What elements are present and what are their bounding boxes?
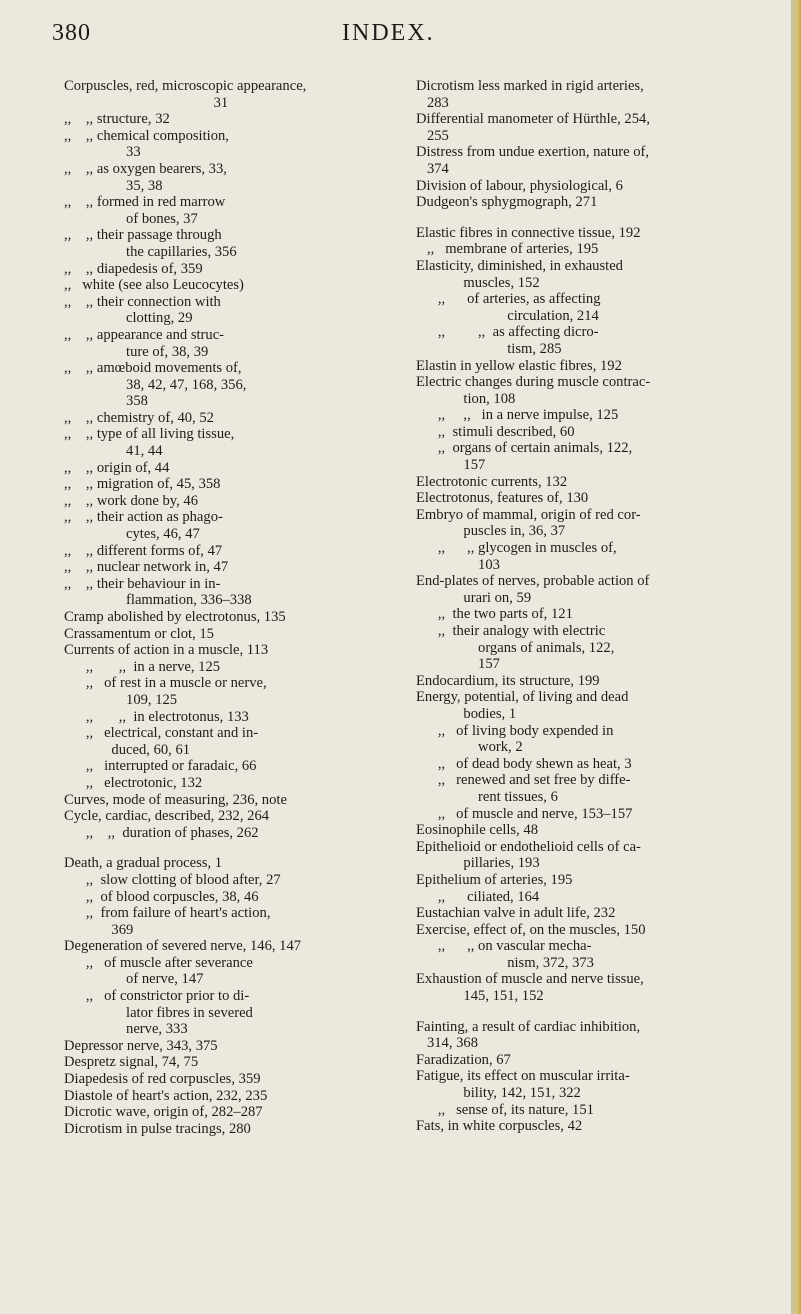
index-entry-continuation: clotting, 29 [64,310,193,327]
index-entry-line: Embryo of mammal, origin of red cor- [416,506,641,523]
index-entry [416,756,784,773]
index-entry [64,360,396,410]
index-entry-line: ,, ,, their connection with [64,293,221,310]
page-edge [791,0,801,1314]
index-entry [416,324,784,357]
index-entry-continuation: duced, 60, 61 [64,741,191,758]
index-entry-line: ,, white (see also Leucocytes) [64,277,244,294]
index-entry-continuation: work, 2 [416,739,523,756]
index-entry [416,905,784,922]
index-entry-line: ,, their analogy with electric [416,623,606,639]
index-entry [416,225,784,242]
index-entry [416,1102,784,1119]
index-entry-continuation: tion, 108 [416,390,516,407]
index-entry [416,772,784,805]
index-entry-line: ,, ,, migration of, 45, 358 [64,476,221,493]
index-entry-line: ,, ,, appearance and struc- [64,326,225,343]
index-entry-line: Exercise, effect of, on the muscles, 150 [416,921,646,938]
index-entry [64,1104,396,1121]
index-entry-continuation: 283 [416,94,449,111]
index-entry-continuation: lator fibres in severed [64,1004,253,1021]
index-entry-continuation: 374 [416,160,449,177]
index-entry-continuation: of nerve, 147 [64,971,204,988]
index-entry-line: ,, ,, different forms of, 47 [64,542,223,559]
index-entry-line: Eosinophile cells, 48 [416,822,539,839]
index-entry-line: ,, ,, diapedesis of, 359 [64,260,203,277]
index-entry-line: ,, ,, glycogen in muscles of, [416,540,617,557]
index-entry [416,490,784,507]
index-entry-line: Fats, in white corpuscles, 42 [416,1118,583,1135]
index-entry [416,258,784,291]
index-entry [416,144,784,177]
index-entry [416,889,784,906]
index-entry [416,474,784,491]
index-entry [64,1071,396,1088]
index-entry-continuation: bility, 142, 151, 322 [416,1085,581,1102]
index-entry-line: Corpuscles, red, microscopic appearance, [64,78,307,94]
index-entry [64,872,396,889]
index-entry-line: Epithelioid or endothelioid cells of ca- [416,838,641,855]
index-entry-line: ,, electrotonic, 132 [64,774,203,791]
index-entry-continuation: 369 [64,921,134,938]
index-entry [416,1019,784,1052]
index-entry-line: Elastin in yellow elastic fibres, 192 [416,357,622,374]
index-entry-continuation: rent tissues, 6 [416,788,558,805]
page-number: 380 [52,20,91,46]
index-entry-continuation: puscles in, 36, 37 [416,523,566,540]
index-entry [416,540,784,573]
index-entry-line: Cycle, cardiac, described, 232, 264 [64,808,270,825]
index-entry-continuation: organs of animals, 122, [416,639,615,656]
index-entry-line: ,, ,, as oxygen bearers, 33, [64,160,227,177]
index-entry [64,543,396,560]
index-entry [64,294,396,327]
index-entry-line: ,, interrupted or faradaic, 66 [64,758,257,775]
index-entry-line: Exhaustion of muscle and nerve tissue, [416,971,644,988]
index-entry-line: ,, electrical, constant and in- [64,725,259,742]
index-entry [416,673,784,690]
index-entry [64,78,396,111]
index-entry-continuation: nism, 372, 373 [416,954,594,971]
index-entry-line: Fatigue, its effect on muscular irrita- [416,1068,630,1085]
index-entry-line: ,, of muscle and nerve, 153–157 [416,805,633,822]
index-entry [64,111,396,128]
index-entry-line: Differential manometer of Hürthle, 254, [416,111,650,128]
index-entry-line: ,, of constrictor prior to di- [64,988,250,1005]
index-entry-continuation: 255 [416,127,449,144]
index-entry-line: Elastic fibres in connective tissue, 192 [416,224,641,241]
index-entry [416,178,784,195]
index-column-left [64,78,396,1137]
index-entry [64,261,396,278]
index-entry-line: Division of labour, physiological, 6 [416,177,623,194]
index-entry-line: ,, of rest in a muscle or nerve, [64,675,267,692]
index-entry [64,476,396,493]
index-entry-line: ,, ,, as affecting dicro- [416,324,599,341]
index-entry-line: Electrotonus, features of, 130 [416,490,589,507]
index-entry-line: Dicrotism in pulse tracings, 280 [64,1120,251,1137]
index-entry-line: ,, ,, type of all living tissue, [64,426,235,443]
index-entry-line: Fainting, a result of cardiac inhibition, [416,1018,641,1035]
index-entry-line: Dudgeon's sphygmograph, 271 [416,194,598,211]
index-entry-line: Endocardium, its structure, 199 [416,672,600,689]
index-entry [64,227,396,260]
index-entry [416,358,784,375]
index-entry-line: ,, ,, structure, 32 [64,111,170,128]
index-entry-line: ,, of dead body shewn as heat, 3 [416,755,632,772]
index-entry [416,971,784,1004]
index-entry [64,460,396,477]
index-entry [416,822,784,839]
index-entry-continuation: ture of, 38, 39 [64,343,209,360]
index-entry [64,410,396,427]
index-entry [64,725,396,758]
index-entry-line: ,, membrane of arteries, 195 [416,241,599,258]
index-entry-line: Energy, potential, of living and dead [416,689,629,706]
index-entry [64,1054,396,1071]
index-entry-line: ,, of blood corpuscles, 38, 46 [64,888,259,905]
index-entry-line: ,, ,, duration of phases, 262 [64,824,259,841]
index-entry-line: ,, ,, chemical composition, [64,127,229,144]
index-entry [416,938,784,971]
index-entry [64,559,396,576]
index-entry-continuation: flammation, 336–338 [64,592,252,609]
index-entry [64,988,396,1038]
index-entry-continuation: 358 [64,393,148,410]
index-entry [64,889,396,906]
index-entry-line: ,, of arteries, as affecting [416,291,601,308]
index-entry-line: ,, the two parts of, 121 [416,606,573,623]
index-entry-continuation: bodies, 1 [416,705,517,722]
index-entry [64,277,396,294]
index-entry-line: ,, of living body expended in [416,722,614,739]
index-entry-continuation: urari on, 59 [416,589,532,606]
index-entry [64,775,396,792]
index-entry-continuation: 31 [64,94,229,111]
index-entry [416,606,784,623]
index-entry [416,194,784,211]
index-entry-continuation: tism, 285 [416,340,562,357]
index-entry [416,374,784,407]
index-entry [64,327,396,360]
index-entry [416,723,784,756]
index-entry-line: Degeneration of severed nerve, 146, 147 [64,938,302,955]
index-entry [64,1038,396,1055]
index-entry [416,440,784,473]
index-entry [64,128,396,161]
index-entry-line: Cramp abolished by electrotonus, 135 [64,609,286,625]
index-entry-line: ,, ,, their behaviour in in- [64,575,221,592]
index-entry-continuation: cytes, 46, 47 [64,526,200,543]
index-entry-line: ,, ,, their passage through [64,227,222,244]
index-entry-continuation: 145, 151, 152 [416,988,544,1005]
index-entry-continuation: 109, 125 [64,691,178,708]
index-entry-continuation: of bones, 37 [64,210,198,227]
index-entry-line: Dicrotism less marked in rigid arteries, [416,78,644,94]
index-entry-line: ,, ,, formed in red marrow [64,194,226,211]
index-entry-line: ,, ,, nuclear network in, 47 [64,559,229,576]
index-entry [416,241,784,258]
index-entry [416,1068,784,1101]
index-entry-continuation: pillaries, 193 [416,855,540,872]
index-entry [416,78,784,111]
index-entry-line: ,, ,, origin of, 44 [64,459,170,476]
index-entry-line: Diapedesis of red corpuscles, 359 [64,1071,261,1088]
index-entry-line: Epithelium of arteries, 195 [416,871,573,888]
index-entry-continuation: 103 [416,556,500,573]
index-entry-line: ,, sense of, its nature, 151 [416,1101,594,1118]
index-entry-line: Elasticity, diminished, in exhausted [416,257,623,274]
index-entry-line: ,, ,, on vascular mecha- [416,938,592,955]
index-entry-line: Eustachian valve in adult life, 232 [416,905,616,922]
index-entry [416,839,784,872]
index-entry-line: ,, stimuli described, 60 [416,423,575,440]
index-entry-line: ,, renewed and set free by diffe- [416,772,631,789]
index-entry-line: Dicrotic wave, origin of, 282–287 [64,1104,263,1121]
index-entry [416,872,784,889]
index-entry-line: ,, ,, in electrotonus, 133 [64,708,249,725]
index-entry-continuation: muscles, 152 [416,274,540,291]
index-entry [64,709,396,726]
running-head: INDEX. [342,20,435,46]
index-entry [416,573,784,606]
index-entry-line: Despretz signal, 74, 75 [64,1054,199,1071]
index-entry-line: ,, ,, their action as phago- [64,509,223,526]
index-entry [64,955,396,988]
index-entry [64,659,396,676]
index-entry [416,806,784,823]
index-entry-line: Depressor nerve, 343, 375 [64,1037,218,1054]
index-entry-line: ,, ,, in a nerve, 125 [64,658,221,675]
index-entry-line: ,, ,, in a nerve impulse, 125 [416,407,619,424]
index-entry [416,689,784,722]
index-entry-line: Crassamentum or clot, 15 [64,625,214,642]
index-entry [416,291,784,324]
index-entry-line: Electrotonic currents, 132 [416,473,568,490]
index-entry-line: Currents of action in a muscle, 113 [64,642,269,659]
index-entry-continuation: circulation, 214 [416,307,599,324]
index-entry [64,609,396,626]
index-entry [64,626,396,643]
index-entry [416,424,784,441]
index-entry-line: ,, slow clotting of blood after, 27 [64,871,281,888]
index-entry-line: Faradization, 67 [416,1051,511,1068]
index-entry-line: Distress from undue exertion, nature of, [416,144,650,161]
index-entry [64,905,396,938]
index-entry [416,922,784,939]
index-entry [64,194,396,227]
index-entry [64,509,396,542]
index-entry [416,623,784,673]
index-entry-line: Electric changes during muscle contrac- [416,374,651,391]
page-header [0,16,801,56]
index-entry [416,1118,784,1135]
index-entry [64,642,396,659]
index-entry [64,825,396,842]
index-entry [416,1052,784,1069]
index-entry [64,426,396,459]
index-entry-line: ,, ,, chemistry of, 40, 52 [64,409,214,426]
index-entry [64,792,396,809]
index-entry-line: End-plates of nerves, probable action of [416,573,650,590]
index-entry-continuation: 157 [416,457,486,474]
index-column-right [416,78,784,1135]
index-entry-continuation: 157 [416,656,500,673]
index-entry [416,111,784,144]
index-entry [64,1088,396,1105]
index-entry [64,758,396,775]
index-entry [64,493,396,510]
index-entry-continuation: 41, 44 [64,443,163,460]
index-entry-line: ,, ,, work done by, 46 [64,492,199,509]
index-entry [64,1121,396,1138]
index-entry-continuation: nerve, 333 [64,1021,188,1038]
index-entry [64,576,396,609]
index-entry-continuation: 33 [64,144,141,161]
index-entry-line: ,, ciliated, 164 [416,888,540,905]
index-entry [64,808,396,825]
index-entry-line: Diastole of heart's action, 232, 235 [64,1087,268,1104]
index-entry-line: ,, from failure of heart's action, [64,905,271,922]
index-entry [416,407,784,424]
index-entry-continuation: the capillaries, 356 [64,243,237,260]
index-entry [64,938,396,955]
index-entry-line: ,, organs of certain animals, 122, [416,440,633,457]
index-entry [416,507,784,540]
index-entry-line: ,, of muscle after severance [64,954,253,971]
index-entry [64,161,396,194]
index-entry [64,675,396,708]
index-entry-continuation: 38, 42, 47, 168, 356, [64,376,247,393]
index-entry-continuation: 35, 38 [64,177,163,194]
index-entry-line: Curves, mode of measuring, 236, note [64,791,287,808]
index-entry [64,855,396,872]
index-entry-line: Death, a gradual process, 1 [64,855,223,872]
index-entry-continuation: 314, 368 [416,1035,479,1052]
index-entry-line: ,, ,, amœboid movements of, [64,360,242,377]
